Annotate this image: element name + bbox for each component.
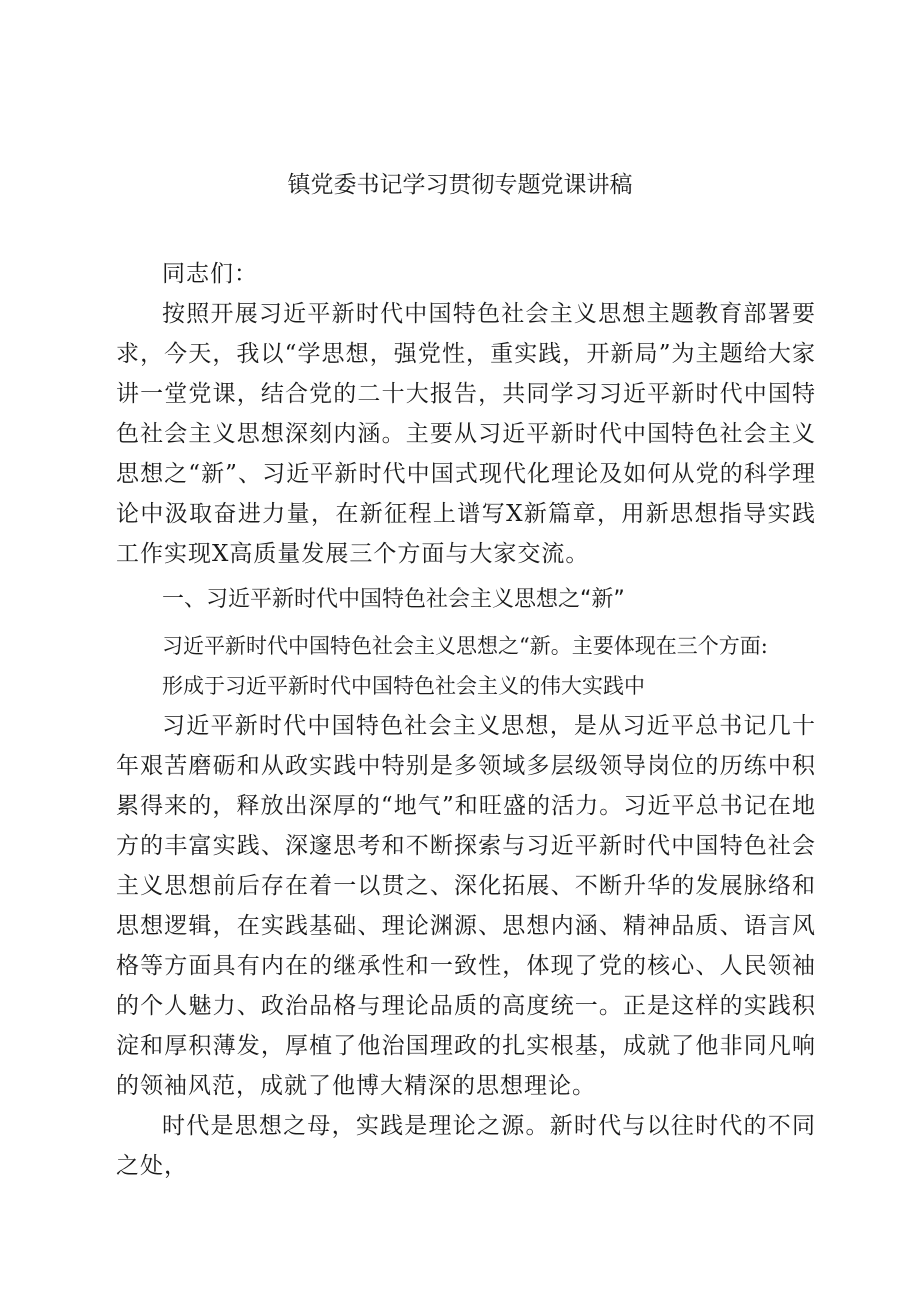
document-title: 镇党委书记学习贯彻专题党课讲稿	[287, 172, 633, 198]
section-heading-1: 一、习近平新时代中国特色社会主义思想之“新”	[162, 587, 625, 612]
section-subheading: 形成于习近平新时代中国特色社会主义的伟大实践中	[162, 674, 645, 698]
document-body	[116, 254, 816, 1186]
section-intro: 习近平新时代中国特色社会主义思想之“新。主要体现在三个方面:	[162, 634, 768, 658]
section-paragraph-2: 时代是思想之母，实践是理论之源。新时代与以往时代的不同之处，	[116, 1113, 816, 1179]
intro-paragraph: 按照开展习近平新时代中国特色社会主义思想主题教育部署要求，今天，我以“学思想，强党性，重实践，开新局”为主题给大家讲一堂党课，结合党的二十大报告，共同学习习近平新时代中国特色社会主义思想深刻内涵。主要从习近平新时代中国特色社会主义思想之“新”、习近平新时代中国式现代化理论及如何从党的科学理论中汲取奋进力量，在新征程上谱写X新篇章，用新思想指导实践工作实现X高质量发展三个方面与大家交流。	[116, 301, 816, 567]
salutation: 同志们：	[162, 261, 258, 287]
section-paragraph-1: 习近平新时代中国特色社会主义思想，是从习近平总书记几十年艰苦磨砺和从政实践中特别是多领域多层级领导岗位的历练中积累得来的，释放出深厚的“地气”和旺盛的活力。习近平总书记在地方的丰富实践、深邃思考和不断探索与习近平新时代中国特色社会主义思想前后存在着一以贯之、深化拓展、不断升华的发展脉络和思想逻辑，在实践基础、理论渊源、思想内涵、精神品质、语言风格等方面具有内在的继承性和一致性，体现了党的核心、人民领袖的个人魅力、政治品格与理论品质的高度统一。正是这样的实践积淀和厚积薄发，厚植了他治国理政的扎实根基，成就了他非同凡响的领袖风范，成就了他博大精深的思想理论。	[116, 713, 816, 1099]
